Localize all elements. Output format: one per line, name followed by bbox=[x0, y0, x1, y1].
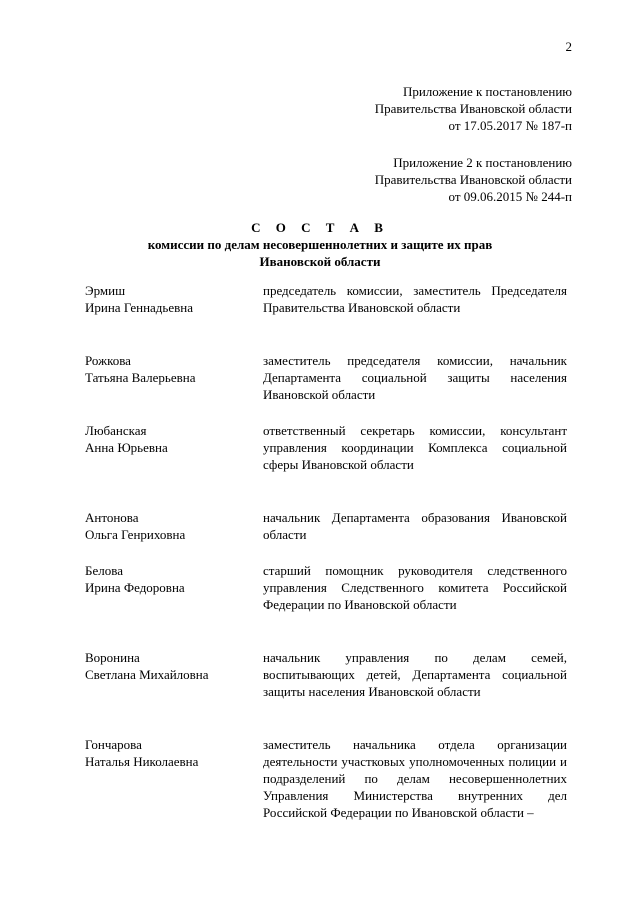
member-entry bbox=[0, 422, 640, 490]
member-given-name: Ирина Федоровна bbox=[85, 580, 185, 595]
appendix-2-line-2: Правительства Ивановской области bbox=[374, 172, 572, 187]
appendix-1-line-1: Приложение к постановлению bbox=[402, 84, 572, 99]
member-role: начальник управления по делам семей, воспитывающих детей, Департамента социальной защиты населения Ивановской области bbox=[263, 650, 567, 699]
member-role: заместитель председателя комиссии, начальник Департамента социальной защиты населения Ивановской области bbox=[263, 353, 567, 402]
member-name bbox=[85, 736, 265, 838]
title-main: С О С Т А В bbox=[251, 220, 389, 235]
member-role: ответственный секретарь комиссии, консультант управления координации Комплекса социальной сферы Ивановской области bbox=[263, 423, 567, 472]
member-given-name: Светлана Михайловна bbox=[85, 667, 209, 682]
appendix-reference-2 bbox=[250, 154, 572, 205]
title-line-3: Ивановской области bbox=[259, 254, 381, 269]
member-given-name: Анна Юрьевна bbox=[85, 440, 168, 455]
appendix-2-line-3: от 09.06.2015 № 244-п bbox=[448, 189, 572, 204]
appendix-1-line-2: Правительства Ивановской области bbox=[374, 101, 572, 116]
member-entry bbox=[0, 352, 640, 403]
member-given-name: Ольга Генриховна bbox=[85, 527, 186, 542]
member-role: старший помощник руководителя следственного управления Следственного комитета Российской Федерации по Ивановской области bbox=[263, 563, 567, 612]
member-surname: Воронина bbox=[85, 650, 140, 665]
member-surname: Белова bbox=[85, 563, 123, 578]
member-given-name: Татьяна Валерьевна bbox=[85, 370, 196, 385]
member-entry bbox=[0, 282, 640, 333]
member-surname: Антонова bbox=[85, 510, 139, 525]
member-entry bbox=[0, 736, 640, 838]
member-role: председатель комиссии, заместитель Председателя Правительства Ивановской области bbox=[263, 283, 567, 315]
member-entry bbox=[0, 649, 640, 717]
title-line-2: комиссии по делам несовершеннолетних и защите их прав bbox=[147, 237, 493, 252]
member-role: начальник Департамента образования Ивановской области bbox=[263, 510, 567, 542]
member-surname: Рожкова bbox=[85, 353, 131, 368]
member-entry bbox=[0, 509, 640, 543]
page-number: 2 bbox=[565, 39, 572, 54]
member-name bbox=[85, 509, 265, 543]
appendix-1-line-3: от 17.05.2017 № 187-п bbox=[448, 118, 572, 133]
member-given-name: Ирина Геннадьевна bbox=[85, 300, 193, 315]
appendix-reference-1 bbox=[250, 83, 572, 134]
appendix-2-line-1: Приложение 2 к постановлению bbox=[393, 155, 572, 170]
member-name bbox=[85, 422, 265, 490]
member-name bbox=[85, 352, 265, 403]
member-name bbox=[85, 649, 265, 717]
members-list bbox=[0, 282, 640, 857]
member-role: заместитель начальника отдела организации деятельности участковых уполномоченных полиции и подразделений по делам несовершеннолетних Управления Министерства внутренних дел Российской Федерации по Ивановской области – bbox=[263, 737, 567, 820]
member-surname: Эрмиш bbox=[85, 283, 126, 298]
member-name bbox=[85, 562, 265, 630]
document-title bbox=[60, 219, 580, 270]
member-given-name: Наталья Николаевна bbox=[85, 754, 199, 769]
member-surname: Гончарова bbox=[85, 737, 142, 752]
member-entry bbox=[0, 562, 640, 630]
member-surname: Любанская bbox=[85, 423, 147, 438]
member-name bbox=[85, 282, 265, 333]
